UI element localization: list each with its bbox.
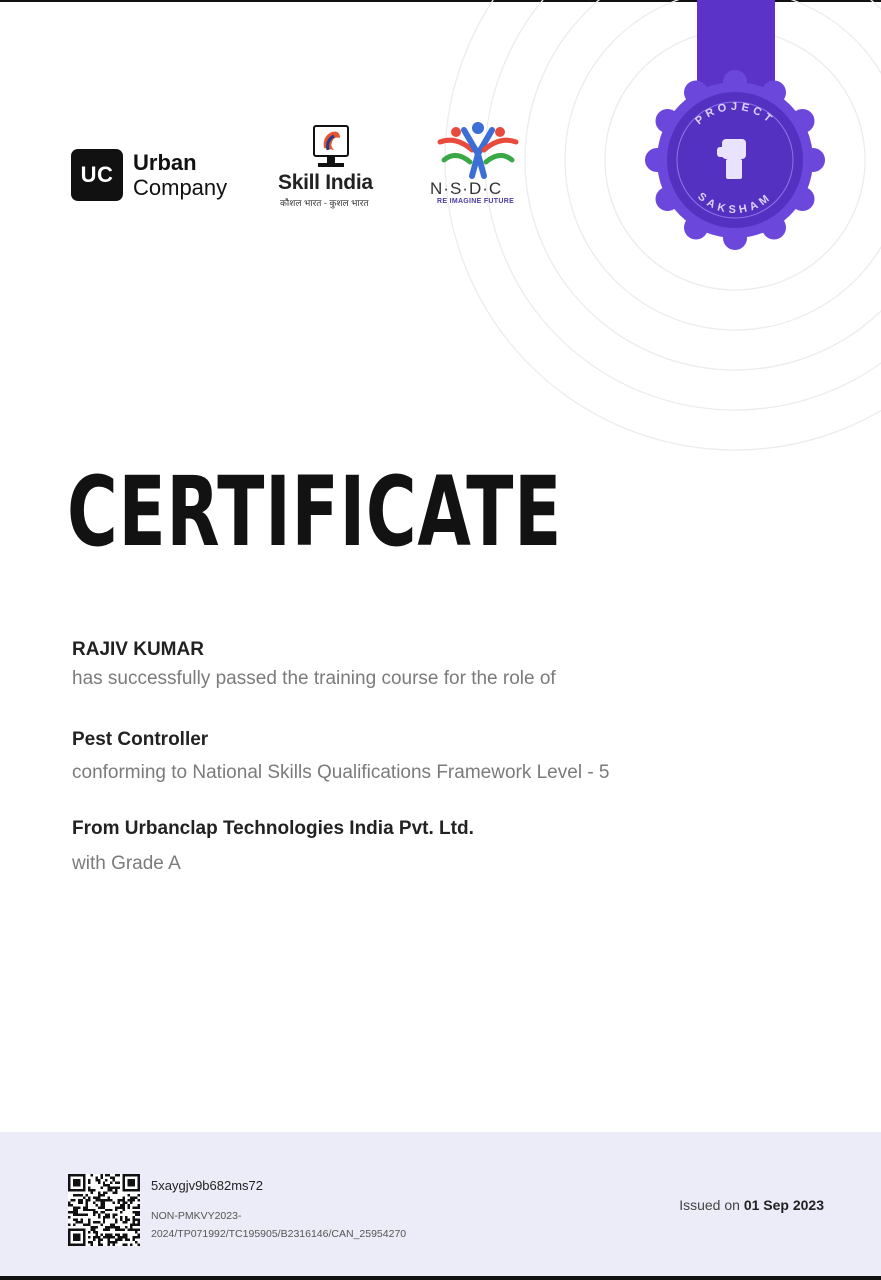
qr-code-icon [68,1174,140,1246]
skill-india-title: Skill India [278,171,373,194]
reference-number-line2: 2024/TP071992/TC195905/B2316146/CAN_25954270 [151,1228,407,1240]
certificate-title: CERTIFICATE [67,456,562,568]
urban-company-line1: Urban [133,150,197,175]
reference-number-line1: NON-PMKVY2023- [151,1210,242,1222]
bottom-border [0,1276,881,1280]
framework-text: conforming to National Skills Qualifications Framework Level - 5 [72,762,610,783]
role-title: Pest Controller [72,729,209,750]
nsdc-people-icon [436,120,520,180]
recipient-name: RAJIV KUMAR [72,639,204,660]
seal-bottom-text: SAKSHAM [695,190,775,217]
skill-india-icon [310,124,352,170]
passed-text: has successfully passed the training course for the role of [72,668,556,689]
issued-date [679,1197,824,1213]
nsdc-tagline: RE IMAGINE FUTURE [437,198,515,205]
urban-company-logo-mark: UC [71,149,123,201]
urban-company-logo-text [133,150,227,200]
seal-top-text: PROJECT [693,100,777,128]
certificate-code: 5xaygjv9b682ms72 [151,1178,264,1193]
project-saksham-seal [640,65,830,255]
issued-date-value: 01 Sep 2023 [743,1197,824,1213]
issued-label: Issued on [679,1197,740,1213]
urban-company-line2: Company [133,175,228,200]
organization-name: From Urbanclap Technologies India Pvt. Ltd. [72,818,474,839]
skill-india-tagline: कौशल भारत - कुशल भारत [280,198,369,208]
nsdc-title: N·S·D·C [430,179,503,198]
grade-text: with Grade A [72,853,181,874]
